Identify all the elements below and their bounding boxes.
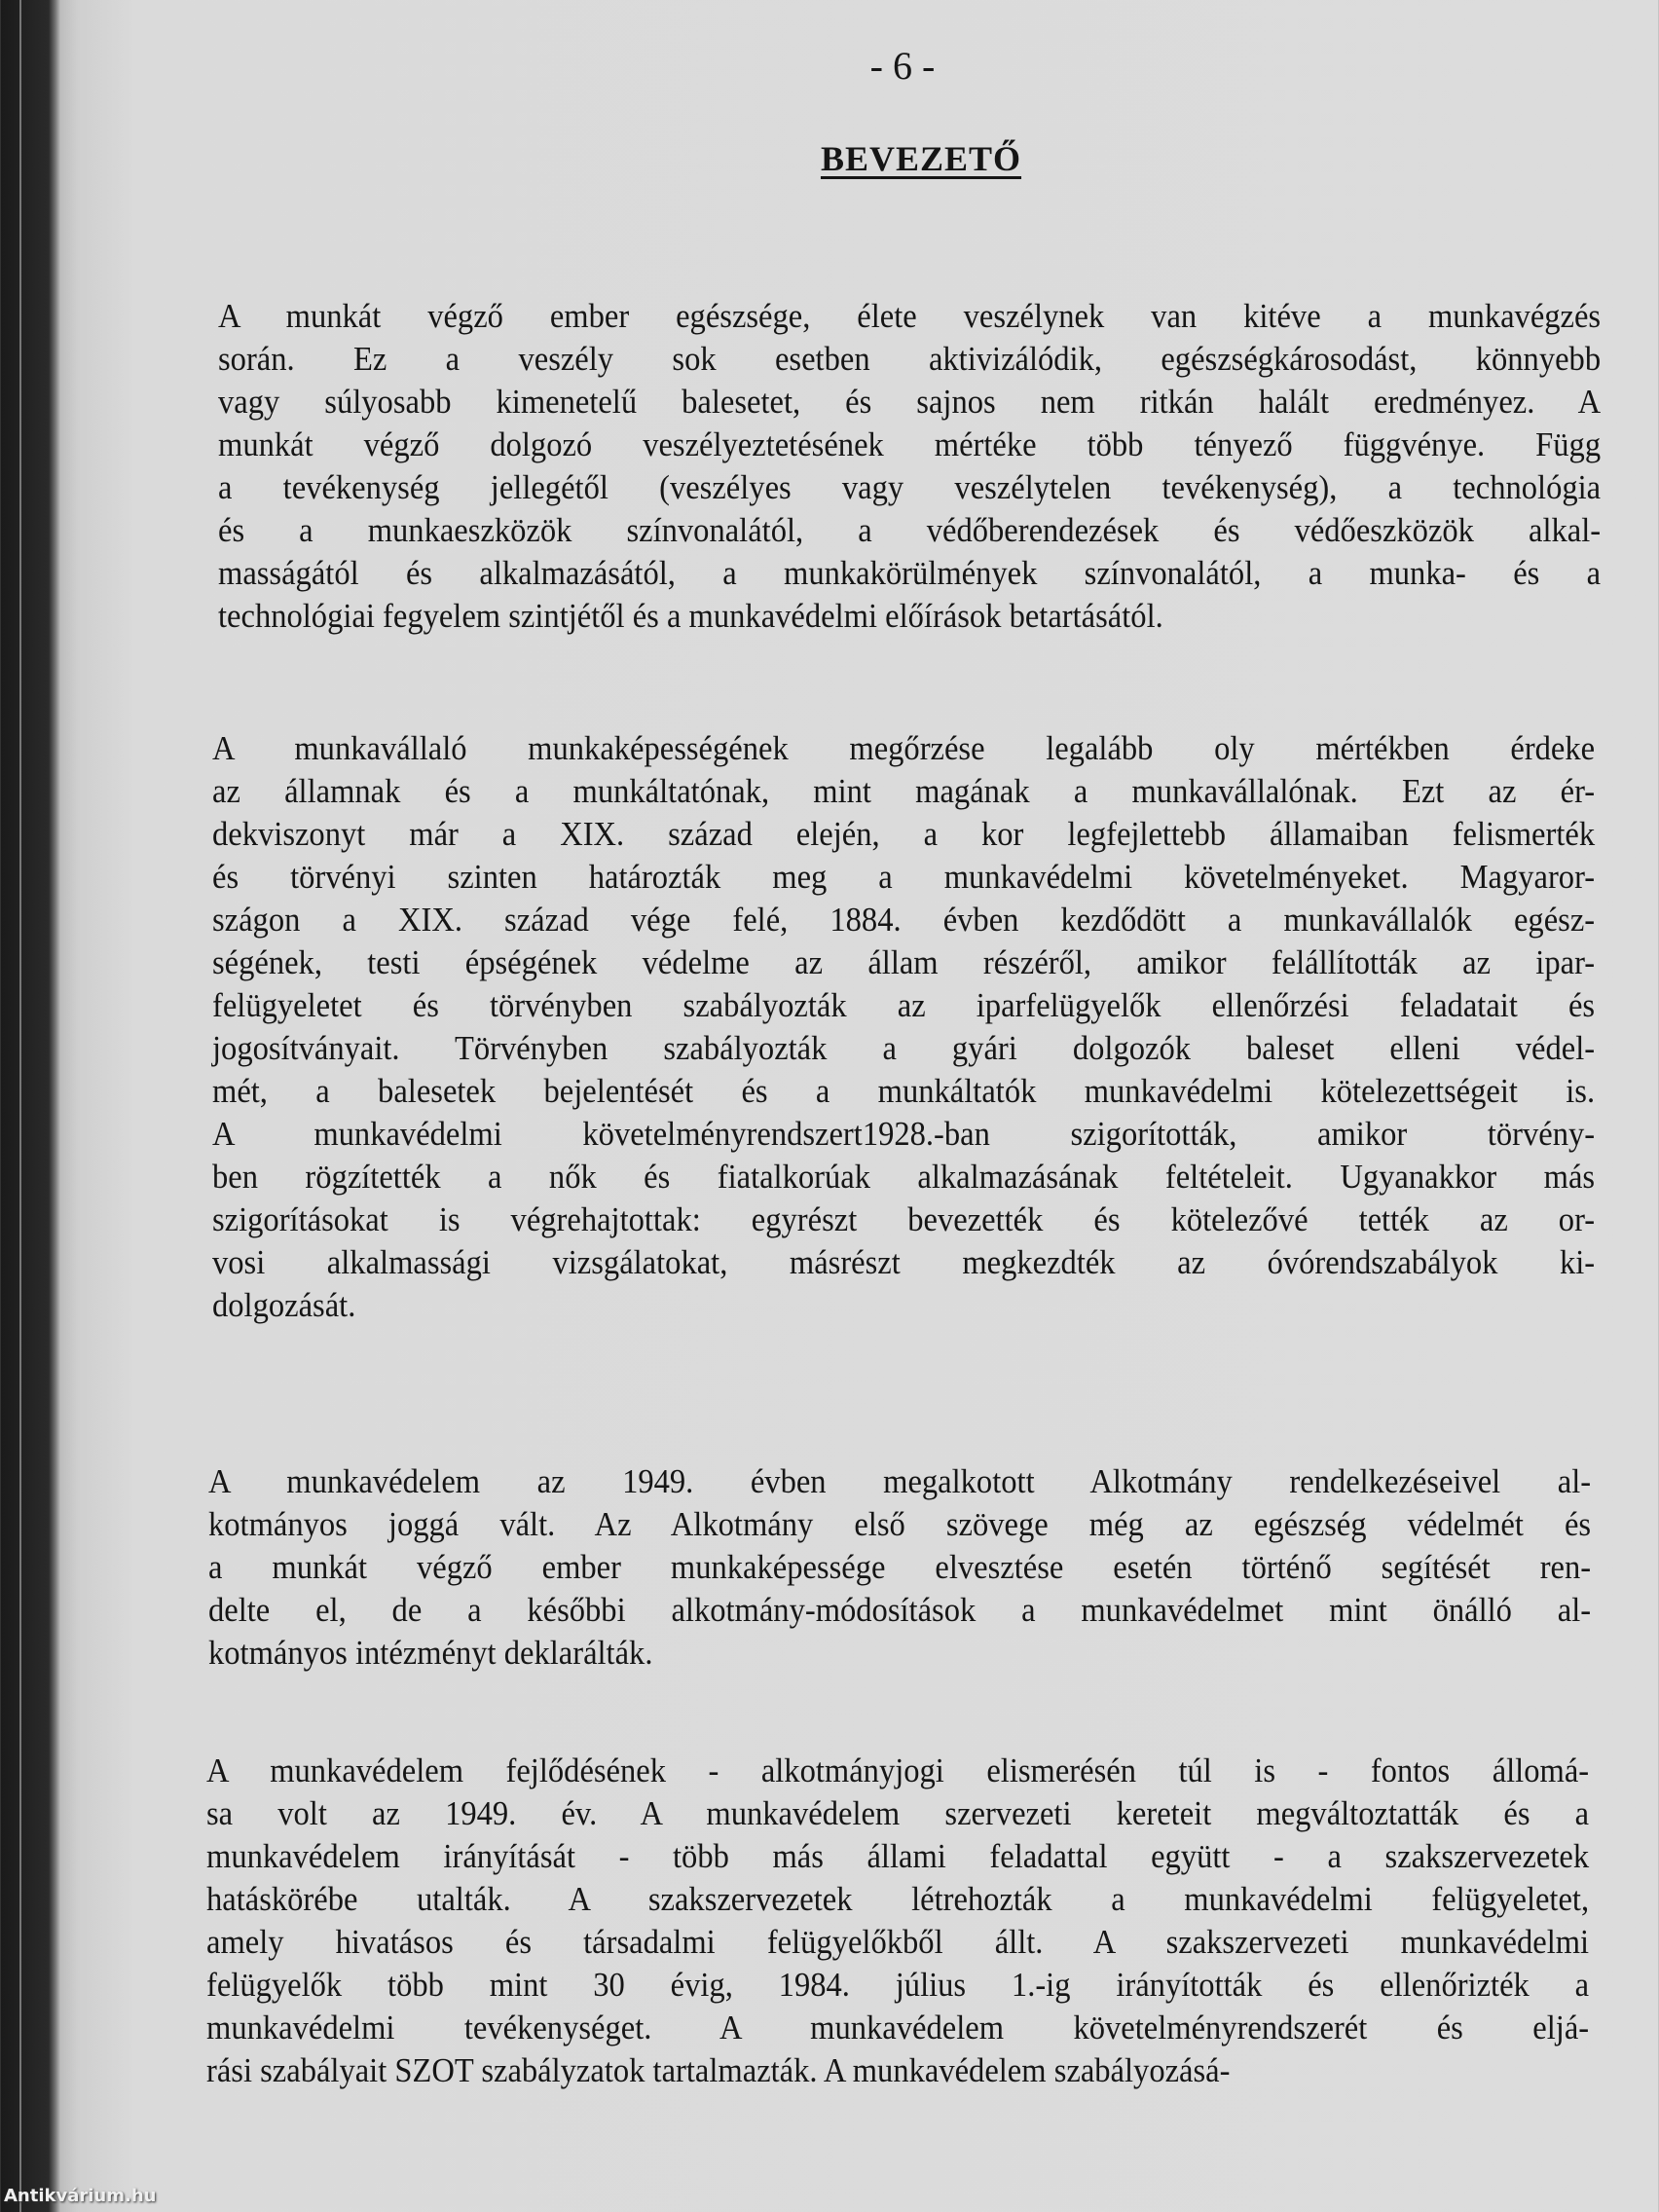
text-line: dekviszonyt már a XIX. század elején, a kor legfejlettebb államaiban felismerték (212, 815, 1596, 853)
paragraph-3 (208, 1460, 1591, 1675)
text-line: A munkavállaló munkaképességének megőrzése legalább oly mértékben érdeke (212, 729, 1596, 767)
text-line: masságától és alkalmazásától, a munkakörülmények színvonalától, a munka- és a (218, 554, 1602, 592)
text-line: kotmányos joggá vált. Az Alkotmány első szövege még az egészség védelmét és (208, 1505, 1592, 1543)
text-line: A munkavédelem az 1949. évben megalkotott Alkotmány rendelkezéseivel al- (208, 1462, 1592, 1500)
paragraph-4 (206, 1750, 1589, 2092)
text-line: technológiai fegyelem szintjétől és a munkavédelmi előírások betartásától. (218, 597, 1163, 635)
text-line: jogosítványait. Törvényben szabályozták a gyári dolgozók baleset elleni védel- (212, 1029, 1596, 1067)
text-line: vosi alkalmassági vizsgálatokat, másrészt megkezdték az óvórendszabályok ki- (212, 1243, 1596, 1281)
paragraph-1 (218, 295, 1601, 638)
text-line: a munkát végző ember munkaképessége elvesztése esetén történő segítését ren- (208, 1548, 1592, 1586)
paragraph-2 (212, 727, 1595, 1327)
text-line: hatáskörébe utalták. A szakszervezetek létrehozták a munkavédelmi felügyeletet, (206, 1880, 1590, 1918)
text-line: az államnak és a munkáltatónak, mint magának a munkavállalónak. Ezt az ér- (212, 772, 1596, 810)
section-heading: BEVEZETŐ (820, 139, 1022, 178)
text-line: munkavédelem irányítását - több más állami feladattal együtt - a szakszervezetek (206, 1837, 1590, 1875)
text-line: munkavédelmi tevékenységet. A munkavédelem követelményrendszerét és eljá- (206, 2009, 1590, 2046)
text-line: szigorításokat is végrehajtottak: egyrészt bevezették és kötelezővé tették az or- (212, 1200, 1596, 1238)
text-line: munkát végző dolgozó veszélyeztetésének mértéke több tényező függvénye. Függ (218, 425, 1602, 463)
text-line: rási szabályait SZOT szabályzatok tartalmazták. A munkavédelem szabályozásá- (206, 2051, 1231, 2089)
text-line: vagy súlyosabb kimenetelű balesetet, és sajnos nem ritkán halált eredményez. A (218, 383, 1602, 421)
text-line: szágon a XIX. század vége felé, 1884. évben kezdődött a munkavállalók egész- (212, 901, 1596, 939)
binding-edge (19, 0, 21, 2212)
text-line: a tevékenység jellegétől (veszélyes vagy veszélytelen tevékenység), a technológia (218, 468, 1602, 506)
text-line: sa volt az 1949. év. A munkavédelem szervezeti kereteit megváltoztatták és a (206, 1794, 1590, 1832)
text-line: A munkát végző ember egészsége, élete veszélynek van kitéve a munkavégzés (218, 297, 1602, 335)
text-line: A munkavédelem fejlődésének - alkotmányjogi elismerésén túl is - fontos állomá- (206, 1751, 1590, 1789)
page-number: - 6 - (869, 44, 936, 88)
text-line: mét, a balesetek bejelentését és a munkáltatók munkavédelmi kötelezettségeit is. (212, 1072, 1596, 1110)
text-line: felügyeletet és törvényben szabályozták az iparfelügyelők ellenőrzési feladatait és (212, 986, 1596, 1024)
text-line: és törvényi szinten határozták meg a munkavédelmi követelményeket. Magyaror- (212, 858, 1596, 896)
text-line: ségének, testi épségének védelme az állam részéről, amikor felállították az ipar- (212, 943, 1596, 981)
text-line: amely hivatásos és társadalmi felügyelőkből állt. A szakszervezeti munkavédelmi (206, 1923, 1590, 1961)
text-line: ben rögzítették a nők és fiatalkorúak alkalmazásának feltételeit. Ugyanakkor más (212, 1158, 1596, 1196)
text-line: során. Ez a veszély sok esetben aktivizálódik, egészségkárosodást, könnyebb (218, 340, 1602, 378)
text-line: és a munkaeszközök színvonalától, a védőberendezések és védőeszközök alkal- (218, 511, 1602, 549)
text-line: kotmányos intézményt deklarálták. (208, 1634, 653, 1672)
text-line: felügyelők több mint 30 évig, 1984. július 1.-ig irányították és ellenőrizték a (206, 1966, 1590, 2004)
text-line: dolgozását. (212, 1286, 356, 1324)
text-line: delte el, de a későbbi alkotmány-módosítások a munkavédelmet mint önálló al- (208, 1591, 1592, 1629)
watermark: Antikvárium.hu (4, 2186, 157, 2206)
text-line: A munkavédelmi követelményrendszert1928.-ban szigorították, amikor törvény- (212, 1115, 1596, 1153)
